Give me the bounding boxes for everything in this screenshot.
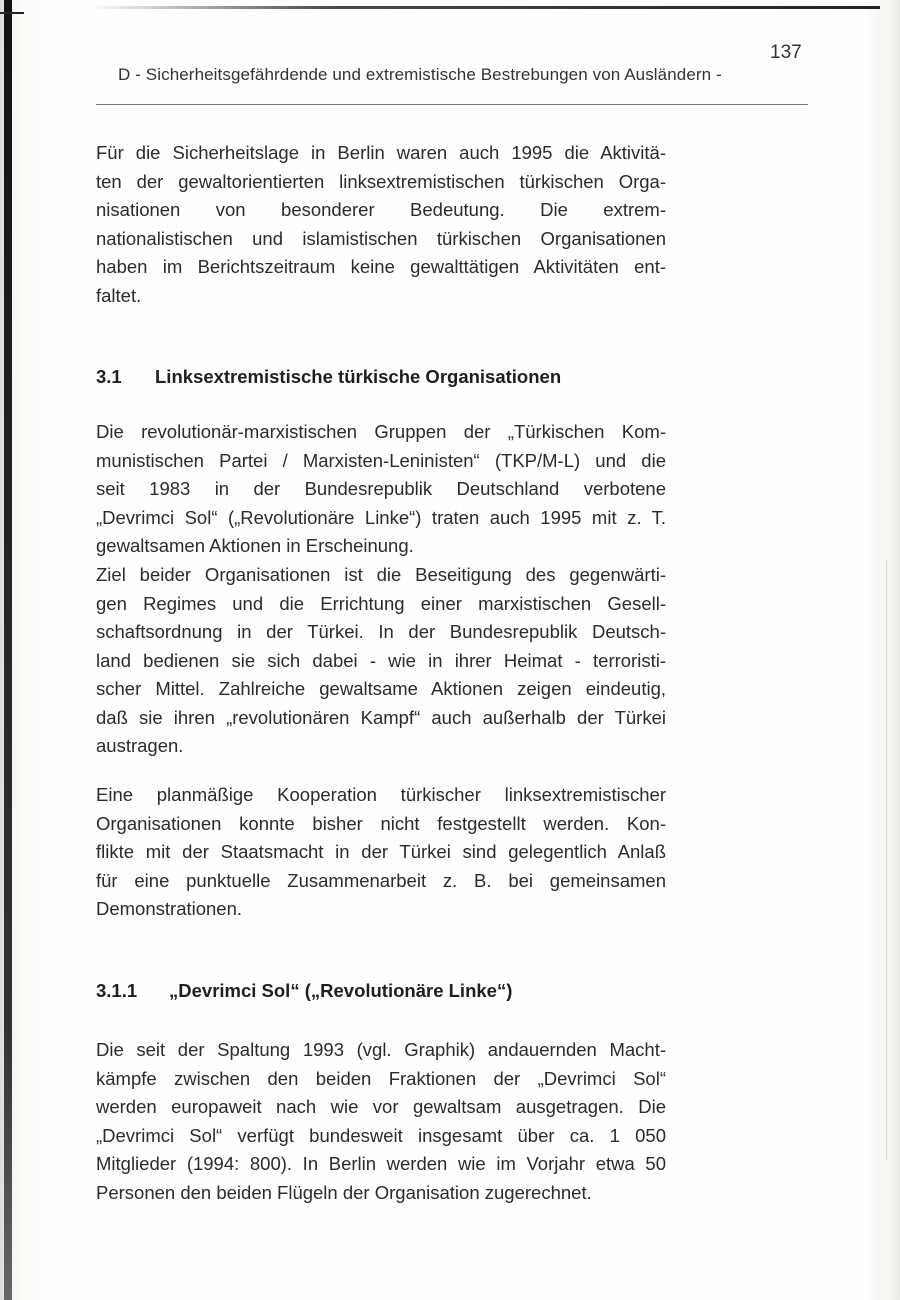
section-3-1-paragraph-3 bbox=[96, 781, 666, 924]
text-line: gen Regimes und die Errichtung einer marxistischen Gesell- bbox=[96, 592, 666, 614]
header-divider bbox=[96, 104, 808, 105]
text-line: kämpfe zwischen den beiden Fraktionen der „Devrimci Sol“ bbox=[96, 1067, 666, 1089]
text-line: Organisationen konnte bisher nicht festgestellt werden. Kon- bbox=[96, 812, 666, 834]
section-title: Linksextremistische türkische Organisationen bbox=[155, 366, 562, 387]
text-line: Eine planmäßige Kooperation türkischer linksextremistischer bbox=[96, 784, 666, 805]
page-number: 137 bbox=[770, 42, 802, 63]
text-line: flikte mit der Staatsmacht in der Türkei sind gelegentlich Anlaß bbox=[96, 841, 666, 862]
section-heading-3-1-1 bbox=[96, 980, 512, 1002]
text-line: Ziel beider Organisationen ist die Beseitigung des gegenwärti- bbox=[96, 564, 666, 585]
text-line: „Devrimci Sol“ („Revolutionäre Linke“) traten auch 1995 mit z. T. bbox=[96, 506, 666, 528]
section-number: 3.1 bbox=[96, 366, 122, 387]
text-line: scher Mittel. Zahlreiche gewaltsame Aktionen zeigen eindeutig, bbox=[96, 678, 666, 699]
scan-right-edge bbox=[886, 560, 887, 1160]
text-line: werden europaweit nach wie vor gewaltsam ausgetragen. Die bbox=[96, 1096, 666, 1117]
intro-paragraph bbox=[96, 139, 666, 310]
section-title: „Devrimci Sol“ („Revolutionäre Linke“) bbox=[169, 980, 513, 1001]
section-heading-3-1 bbox=[96, 366, 561, 388]
section-3-1-paragraph-2 bbox=[96, 561, 666, 761]
text-line: ten der gewaltorientierten linksextremistischen türkischen Orga- bbox=[96, 170, 666, 192]
text-line: daß sie ihren „revolutionären Kampf“ auch außerhalb der Türkei bbox=[96, 706, 666, 728]
text-line: Die seit der Spaltung 1993 (vgl. Graphik) andauernden Macht- bbox=[96, 1039, 666, 1060]
section-number: 3.1.1 bbox=[96, 980, 138, 1001]
text-line: Demonstrationen. bbox=[96, 898, 243, 919]
text-line: austragen. bbox=[96, 735, 184, 756]
text-line: Mitglieder (1994: 800). In Berlin werden wie im Vorjahr etwa 50 bbox=[96, 1153, 666, 1174]
text-line: Für die Sicherheitslage in Berlin waren auch 1995 die Aktivitä- bbox=[96, 142, 666, 163]
text-line: schaftsordnung in der Türkei. In der Bundesrepublik Deutsch- bbox=[96, 621, 666, 642]
text-line: faltet. bbox=[96, 284, 142, 306]
text-line: Personen den beiden Flügeln der Organisation zugerechnet. bbox=[96, 1181, 592, 1203]
section-3-1-paragraph-1 bbox=[96, 418, 666, 561]
text-line: munistischen Partei / Marxisten-Leninisten“ (TKP/M-L) und die bbox=[96, 449, 666, 471]
text-line: seit 1983 in der Bundesrepublik Deutschland verbotene bbox=[96, 478, 666, 499]
scan-top-edge bbox=[90, 6, 880, 9]
text-line: Die revolutionär-marxistischen Gruppen der „Türkischen Kom- bbox=[96, 421, 666, 442]
text-line: land bedienen sie sich dabei - wie in ihrer Heimat - terroristi- bbox=[96, 649, 666, 671]
text-line: „Devrimci Sol“ verfügt bundesweit insgesamt über ca. 1 050 bbox=[96, 1124, 666, 1146]
running-header: D - Sicherheitsgefährdende und extremistische Bestrebungen von Ausländern - bbox=[118, 65, 722, 84]
binding-shadow bbox=[4, 0, 12, 1300]
section-3-1-1-paragraph-1 bbox=[96, 1036, 666, 1207]
scan-edge-mark bbox=[0, 12, 24, 14]
text-line: gewaltsamen Aktionen in Erscheinung. bbox=[96, 535, 414, 556]
text-line: haben im Berichtszeitraum keine gewalttätigen Aktivitäten ent- bbox=[96, 256, 666, 277]
text-line: nationalistischen und islamistischen türkischen Organisationen bbox=[96, 227, 666, 249]
text-line: für eine punktuelle Zusammenarbeit z. B. bei gemeinsamen bbox=[96, 869, 666, 891]
text-line: nisationen von besonderer Bedeutung. Die extrem- bbox=[96, 199, 666, 220]
